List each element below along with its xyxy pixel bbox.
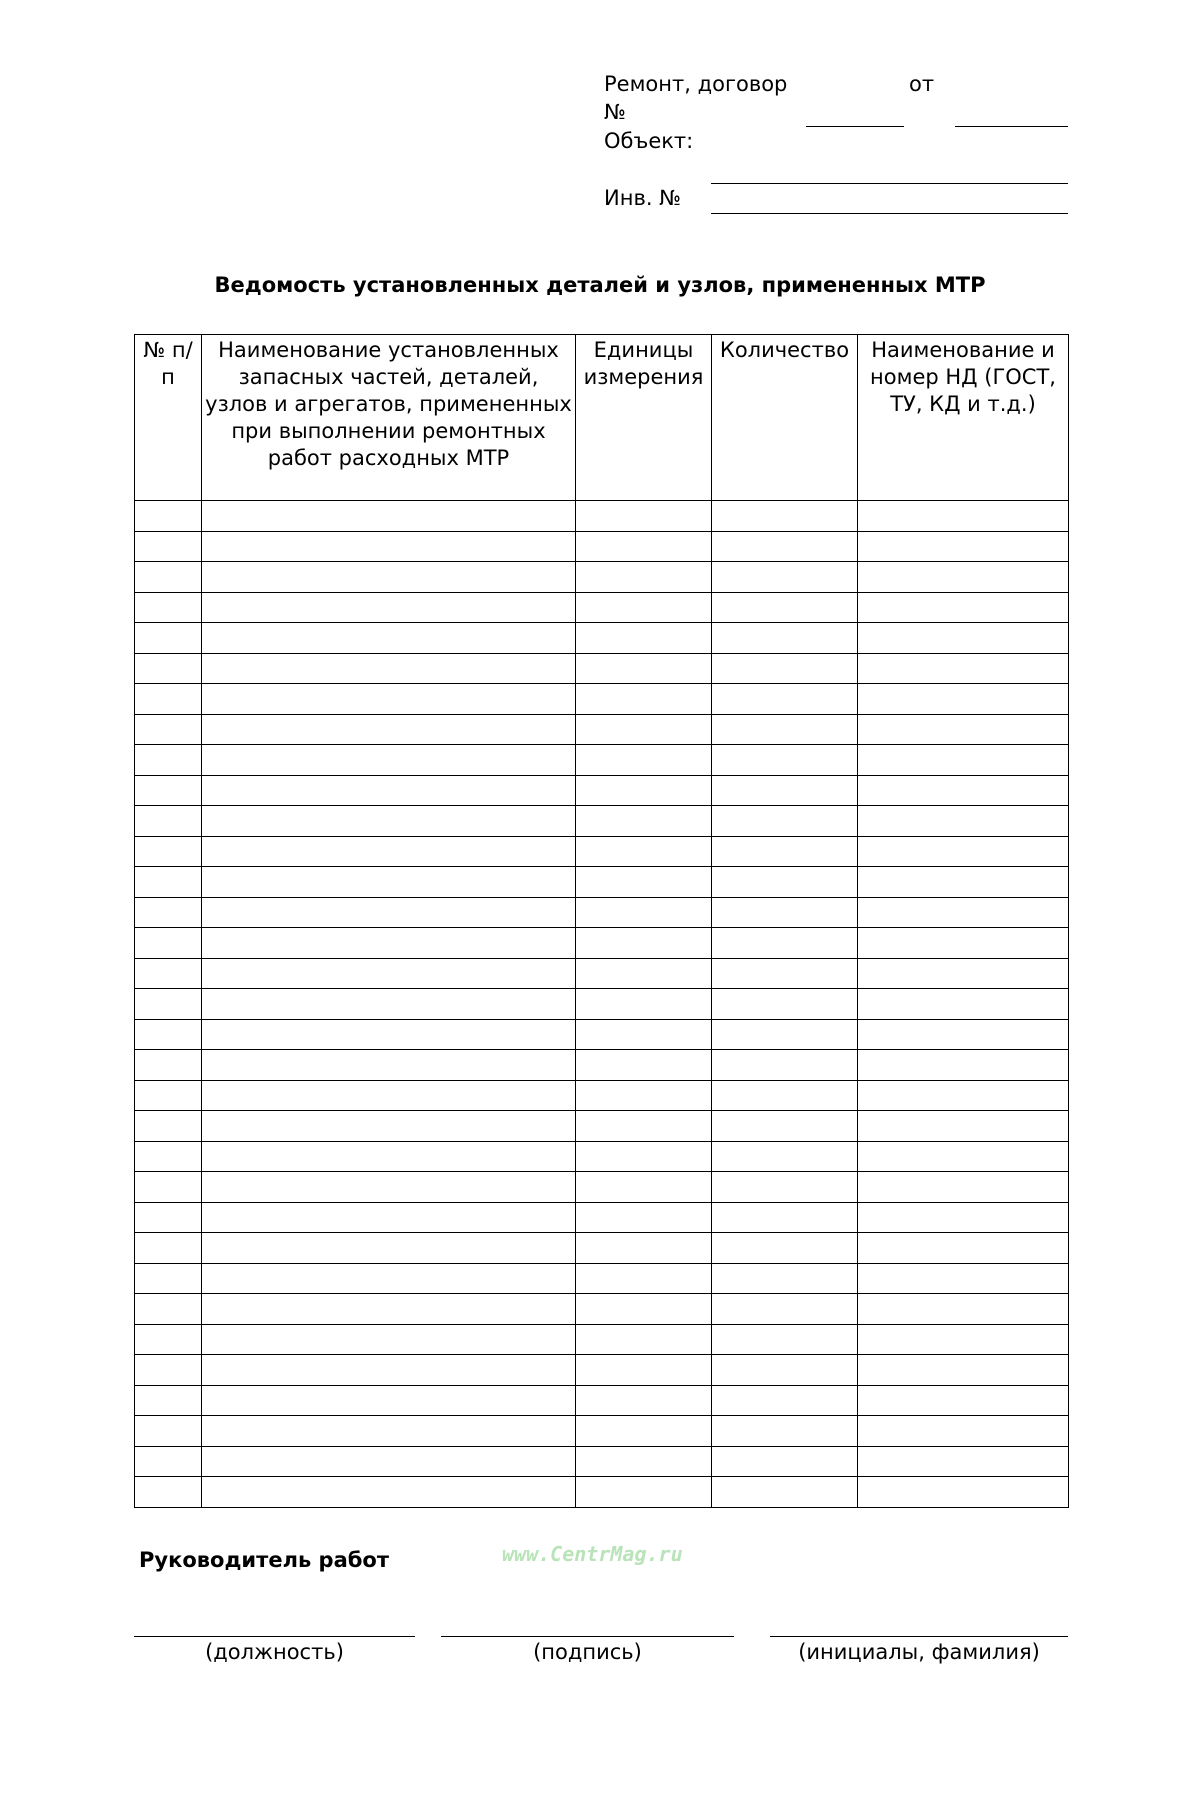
- table-row: [135, 1019, 1069, 1050]
- table-cell[interactable]: [576, 1446, 712, 1477]
- table-cell[interactable]: [576, 562, 712, 593]
- table-cell[interactable]: [576, 1294, 712, 1325]
- table-cell[interactable]: [712, 1416, 858, 1447]
- table-row: [135, 1172, 1069, 1203]
- table-row: [135, 1294, 1069, 1325]
- table-cell[interactable]: [712, 1050, 858, 1081]
- table-cell[interactable]: [576, 1477, 712, 1508]
- table-cell[interactable]: [858, 1294, 1069, 1325]
- table-cell[interactable]: [576, 745, 712, 776]
- table-cell[interactable]: [135, 1324, 202, 1355]
- table-row: [135, 867, 1069, 898]
- table-cell[interactable]: [202, 653, 576, 684]
- table-cell[interactable]: [135, 1050, 202, 1081]
- table-cell[interactable]: [712, 836, 858, 867]
- table-cell[interactable]: [712, 1446, 858, 1477]
- table-cell[interactable]: [202, 1477, 576, 1508]
- table-cell[interactable]: [712, 1233, 858, 1264]
- table-cell[interactable]: [135, 623, 202, 654]
- table-row: [135, 684, 1069, 715]
- object-label: Объект:: [604, 129, 694, 153]
- object-field[interactable]: [711, 183, 1068, 184]
- name-field[interactable]: [770, 1636, 1068, 1637]
- table-cell[interactable]: [576, 501, 712, 532]
- table-cell[interactable]: [202, 1111, 576, 1142]
- table-cell[interactable]: [135, 1294, 202, 1325]
- table-cell[interactable]: [576, 1385, 712, 1416]
- table-cell[interactable]: [858, 1172, 1069, 1203]
- table-cell[interactable]: [202, 867, 576, 898]
- table-cell[interactable]: [712, 592, 858, 623]
- table-cell[interactable]: [202, 1263, 576, 1294]
- table-cell[interactable]: [576, 867, 712, 898]
- table-cell[interactable]: [576, 592, 712, 623]
- table-cell[interactable]: [576, 1233, 712, 1264]
- table-cell[interactable]: [858, 1080, 1069, 1111]
- table-cell[interactable]: [712, 1202, 858, 1233]
- table-cell[interactable]: [858, 1111, 1069, 1142]
- contract-number-sign: №: [604, 100, 626, 124]
- table-cell[interactable]: [858, 1416, 1069, 1447]
- table-cell[interactable]: [712, 958, 858, 989]
- table-cell[interactable]: [135, 806, 202, 837]
- table-row: [135, 897, 1069, 928]
- name-caption: (инициалы, фамилия): [798, 1640, 1040, 1664]
- inventory-label: Инв. №: [604, 186, 682, 210]
- table-row: [135, 1111, 1069, 1142]
- table-row: [135, 1141, 1069, 1172]
- table-row: [135, 745, 1069, 776]
- table-cell[interactable]: [202, 1019, 576, 1050]
- table-row: [135, 928, 1069, 959]
- table-cell[interactable]: [202, 836, 576, 867]
- table-row: [135, 836, 1069, 867]
- table-body: [135, 501, 1069, 1508]
- table-row: [135, 1202, 1069, 1233]
- position-field[interactable]: [134, 1636, 415, 1637]
- table-cell[interactable]: [202, 928, 576, 959]
- col-header-unit: Единицы измерения: [576, 335, 712, 501]
- table-cell[interactable]: [858, 1324, 1069, 1355]
- table-cell[interactable]: [858, 1355, 1069, 1386]
- table-cell[interactable]: [135, 1477, 202, 1508]
- table-row: [135, 1050, 1069, 1081]
- table-cell[interactable]: [135, 1080, 202, 1111]
- table-cell[interactable]: [202, 775, 576, 806]
- table-cell[interactable]: [712, 867, 858, 898]
- table-cell[interactable]: [858, 989, 1069, 1020]
- table-cell[interactable]: [135, 592, 202, 623]
- table-cell[interactable]: [858, 928, 1069, 959]
- table-row: [135, 1355, 1069, 1386]
- table-cell[interactable]: [576, 806, 712, 837]
- table-cell[interactable]: [712, 684, 858, 715]
- table-row: [135, 1477, 1069, 1508]
- table-cell[interactable]: [576, 531, 712, 562]
- table-cell[interactable]: [135, 1172, 202, 1203]
- table-cell[interactable]: [135, 653, 202, 684]
- table-cell[interactable]: [135, 1416, 202, 1447]
- table-cell[interactable]: [576, 1019, 712, 1050]
- table-cell[interactable]: [712, 806, 858, 837]
- table-cell[interactable]: [202, 745, 576, 776]
- table-cell[interactable]: [202, 1080, 576, 1111]
- table-cell[interactable]: [202, 501, 576, 532]
- table-cell[interactable]: [135, 684, 202, 715]
- table-row: [135, 1416, 1069, 1447]
- table-cell[interactable]: [858, 1477, 1069, 1508]
- contract-number-field[interactable]: [806, 126, 904, 127]
- table-cell[interactable]: [135, 928, 202, 959]
- table-cell[interactable]: [858, 836, 1069, 867]
- table-cell[interactable]: [712, 623, 858, 654]
- table-cell[interactable]: [576, 1324, 712, 1355]
- table-row: [135, 1324, 1069, 1355]
- col-header-standard-doc: Наименование и номер НД (ГОСТ, ТУ, КД и т.д.): [858, 335, 1069, 501]
- table-cell[interactable]: [858, 653, 1069, 684]
- table-row: [135, 714, 1069, 745]
- table-cell[interactable]: [712, 1172, 858, 1203]
- watermark: www.CentrMag.ru: [502, 1542, 683, 1566]
- table-cell[interactable]: [712, 1019, 858, 1050]
- table-row: [135, 653, 1069, 684]
- table-row: [135, 592, 1069, 623]
- table-cell[interactable]: [712, 745, 858, 776]
- table-cell[interactable]: [202, 989, 576, 1020]
- table-header-row: [135, 335, 1069, 501]
- table-cell[interactable]: [576, 1263, 712, 1294]
- table-cell[interactable]: [858, 1263, 1069, 1294]
- table-cell[interactable]: [576, 989, 712, 1020]
- table-row: [135, 958, 1069, 989]
- table-cell[interactable]: [858, 501, 1069, 532]
- table-cell[interactable]: [712, 897, 858, 928]
- table-cell[interactable]: [202, 1233, 576, 1264]
- table-cell[interactable]: [576, 714, 712, 745]
- table-cell[interactable]: [858, 1202, 1069, 1233]
- table-cell[interactable]: [576, 623, 712, 654]
- table-cell[interactable]: [576, 958, 712, 989]
- table-cell[interactable]: [576, 1416, 712, 1447]
- table-cell[interactable]: [858, 623, 1069, 654]
- position-caption: (должность): [205, 1640, 344, 1664]
- table-cell[interactable]: [135, 836, 202, 867]
- table-cell[interactable]: [576, 1141, 712, 1172]
- table-cell[interactable]: [858, 562, 1069, 593]
- table-cell[interactable]: [858, 1019, 1069, 1050]
- table-cell[interactable]: [202, 1050, 576, 1081]
- table-row: [135, 989, 1069, 1020]
- table-cell[interactable]: [202, 1172, 576, 1203]
- table-cell[interactable]: [202, 684, 576, 715]
- table-cell[interactable]: [202, 623, 576, 654]
- table-row: [135, 1080, 1069, 1111]
- table-cell[interactable]: [135, 1446, 202, 1477]
- table-cell[interactable]: [202, 1141, 576, 1172]
- table-cell[interactable]: [712, 501, 858, 532]
- table-row: [135, 562, 1069, 593]
- table-cell[interactable]: [135, 501, 202, 532]
- table-cell[interactable]: [858, 592, 1069, 623]
- table-cell[interactable]: [858, 775, 1069, 806]
- table-cell[interactable]: [202, 1294, 576, 1325]
- table-cell[interactable]: [202, 531, 576, 562]
- table-cell[interactable]: [135, 989, 202, 1020]
- signature-caption: (подпись): [533, 1640, 642, 1664]
- parts-table: [134, 334, 1069, 1508]
- table-cell[interactable]: [712, 928, 858, 959]
- table-cell[interactable]: [576, 1172, 712, 1203]
- contract-date-field[interactable]: [955, 126, 1068, 127]
- table-cell[interactable]: [712, 714, 858, 745]
- table-cell[interactable]: [576, 1355, 712, 1386]
- table-cell[interactable]: [858, 745, 1069, 776]
- table-cell[interactable]: [135, 1263, 202, 1294]
- table-row: [135, 531, 1069, 562]
- table-cell[interactable]: [712, 1080, 858, 1111]
- table-cell[interactable]: [576, 775, 712, 806]
- table-cell[interactable]: [202, 1385, 576, 1416]
- table-cell[interactable]: [858, 1446, 1069, 1477]
- table-cell[interactable]: [202, 806, 576, 837]
- table-cell[interactable]: [858, 897, 1069, 928]
- table-cell[interactable]: [712, 775, 858, 806]
- work-manager-label: Руководитель работ: [139, 1548, 390, 1572]
- table-cell[interactable]: [858, 1233, 1069, 1264]
- table-row: [135, 806, 1069, 837]
- table-cell[interactable]: [202, 958, 576, 989]
- table-cell[interactable]: [712, 1385, 858, 1416]
- table-cell[interactable]: [712, 531, 858, 562]
- table-cell[interactable]: [576, 684, 712, 715]
- table-cell[interactable]: [712, 1324, 858, 1355]
- table-cell[interactable]: [858, 1385, 1069, 1416]
- col-header-part-name: Наименование установленных запасных частей, деталей, узлов и агрегатов, примененных при выполнении ремонтных работ расходных МТР: [202, 335, 576, 501]
- table-cell[interactable]: [202, 897, 576, 928]
- table-cell[interactable]: [712, 1355, 858, 1386]
- table-cell[interactable]: [135, 1355, 202, 1386]
- table-row: [135, 775, 1069, 806]
- table-cell[interactable]: [576, 1080, 712, 1111]
- table-cell[interactable]: [202, 1324, 576, 1355]
- table-cell[interactable]: [135, 1111, 202, 1142]
- table-cell[interactable]: [858, 806, 1069, 837]
- inventory-number-field[interactable]: [711, 213, 1068, 214]
- table-row: [135, 1263, 1069, 1294]
- table-cell[interactable]: [576, 1111, 712, 1142]
- document-title: Ведомость установленных деталей и узлов, примененных МТР: [214, 273, 986, 297]
- table-row: [135, 1446, 1069, 1477]
- table-cell[interactable]: [712, 989, 858, 1020]
- table-cell[interactable]: [135, 775, 202, 806]
- table-cell[interactable]: [135, 867, 202, 898]
- table-cell[interactable]: [712, 1263, 858, 1294]
- table-row: [135, 623, 1069, 654]
- table-cell[interactable]: [858, 1141, 1069, 1172]
- signature-field[interactable]: [441, 1636, 734, 1637]
- table-cell[interactable]: [712, 653, 858, 684]
- table-cell[interactable]: [858, 531, 1069, 562]
- table-cell[interactable]: [576, 897, 712, 928]
- table-cell[interactable]: [135, 897, 202, 928]
- table-cell[interactable]: [202, 592, 576, 623]
- table-cell[interactable]: [135, 1385, 202, 1416]
- table-cell[interactable]: [202, 714, 576, 745]
- table-cell[interactable]: [135, 562, 202, 593]
- table-cell[interactable]: [135, 1019, 202, 1050]
- table-cell[interactable]: [576, 653, 712, 684]
- table-cell[interactable]: [576, 836, 712, 867]
- table-cell[interactable]: [858, 714, 1069, 745]
- table-cell[interactable]: [858, 1050, 1069, 1081]
- table-cell[interactable]: [135, 958, 202, 989]
- col-header-quantity: Количество: [712, 335, 858, 501]
- table-cell[interactable]: [858, 684, 1069, 715]
- table-cell[interactable]: [712, 562, 858, 593]
- table-cell[interactable]: [135, 1233, 202, 1264]
- table-cell[interactable]: [135, 714, 202, 745]
- table-cell[interactable]: [858, 958, 1069, 989]
- table-cell[interactable]: [202, 1355, 576, 1386]
- col-header-number: № п/п: [135, 335, 202, 501]
- table-cell[interactable]: [712, 1141, 858, 1172]
- table-row: [135, 1233, 1069, 1264]
- table-cell[interactable]: [202, 1202, 576, 1233]
- table-cell[interactable]: [712, 1111, 858, 1142]
- table-cell[interactable]: [135, 1202, 202, 1233]
- table-cell[interactable]: [135, 745, 202, 776]
- table-row: [135, 501, 1069, 532]
- table-cell[interactable]: [202, 562, 576, 593]
- table-cell[interactable]: [202, 1446, 576, 1477]
- table-cell[interactable]: [576, 1202, 712, 1233]
- table-cell[interactable]: [712, 1477, 858, 1508]
- table-cell[interactable]: [576, 1050, 712, 1081]
- table-cell[interactable]: [202, 1416, 576, 1447]
- table-cell[interactable]: [712, 1294, 858, 1325]
- repair-contract-label: Ремонт, договор: [604, 72, 788, 96]
- table-row: [135, 1385, 1069, 1416]
- date-from-label: от: [909, 72, 935, 96]
- table-cell[interactable]: [135, 1141, 202, 1172]
- table-cell[interactable]: [858, 867, 1069, 898]
- table-cell[interactable]: [576, 928, 712, 959]
- table-cell[interactable]: [135, 531, 202, 562]
